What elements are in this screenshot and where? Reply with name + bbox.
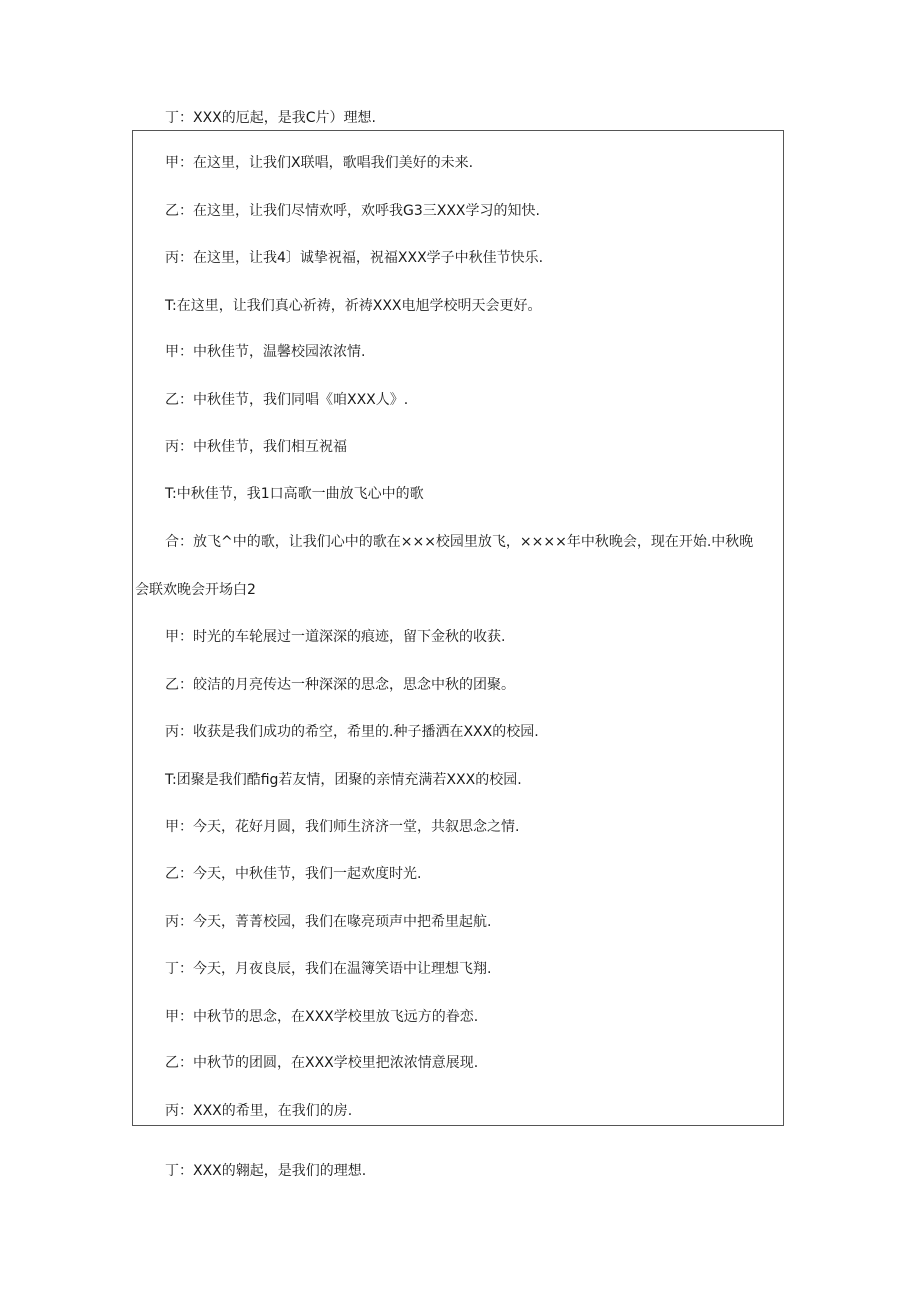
paragraph-9: 合：放飞^中的歌，让我们心中的歌在×××校园里放飞，××××年中秋晚会，现在开始.中秋晚 (165, 534, 754, 550)
paragraph-4: T:在这里，让我们真心祈祷，祈祷XXX电旭学校明天会更好。 (165, 298, 542, 314)
paragraph-12: 丙：收获是我们成功的希空，希里的.种子播洒在XXX的校园. (165, 724, 539, 740)
paragraph-after-frame: 丁：XXX的翱起，是我们的理想. (165, 1163, 367, 1179)
paragraph-13: T:团聚是我们酷fig若友情，团聚的亲情充满若XXX的校园. (165, 772, 522, 788)
paragraph-6: 乙：中秋佳节，我们同唱《咱XXX人》. (165, 392, 409, 408)
paragraph-8: T:中秋佳节，我1口高歌一曲放飞心中的歌 (165, 486, 424, 502)
paragraph-11: 乙：皎洁的月亮传达一种深深的思念，思念中秋的团聚。 (165, 677, 515, 693)
paragraph-10: 甲：时光的车轮展过一道深深的痕迹，留下金秋的收获. (165, 629, 506, 645)
paragraph-20: 丙：XXX的希里，在我们的房. (165, 1103, 353, 1119)
paragraph-15: 乙：今天，中秋佳节，我们一起欢度时光. (165, 866, 422, 882)
paragraph-2: 乙：在这里，让我们尽情欢呼，欢呼我G3三XXX学习的知快. (165, 203, 540, 219)
paragraph-17: 丁：今天，月夜良辰，我们在温簿笑语中让理想飞翔. (165, 961, 492, 977)
paragraph-5: 甲：中秋佳节，温馨校园浓浓情. (165, 344, 366, 360)
paragraph-19: 乙：中秋节的团圆，在XXX学校里把浓浓情意展现. (165, 1055, 479, 1071)
paragraph-9-continued: 会联欢晚会开场白2 (135, 582, 256, 598)
paragraph-14: 甲：今天，花好月圆，我们师生济济一堂，共叙思念之情. (165, 819, 520, 835)
paragraph-before-frame: 丁：XXX的厄起，是我C片）理想. (165, 110, 376, 126)
paragraph-7: 丙：中秋佳节，我们相互祝福 (165, 439, 347, 455)
paragraph-16: 丙：今天，菁菁校园，我们在喙亮顼声中把希里起航. (165, 914, 492, 930)
paragraph-1: 甲：在这里，让我们X联唱，歌唱我们美好的未来. (165, 155, 474, 171)
paragraph-3: 丙：在这里，让我4〕诚挚祝福，祝福XXX学子中秋佳节快乐. (165, 250, 544, 266)
paragraph-18: 甲：中秋节的思念，在XXX学校里放飞远方的眷恋. (165, 1009, 479, 1025)
